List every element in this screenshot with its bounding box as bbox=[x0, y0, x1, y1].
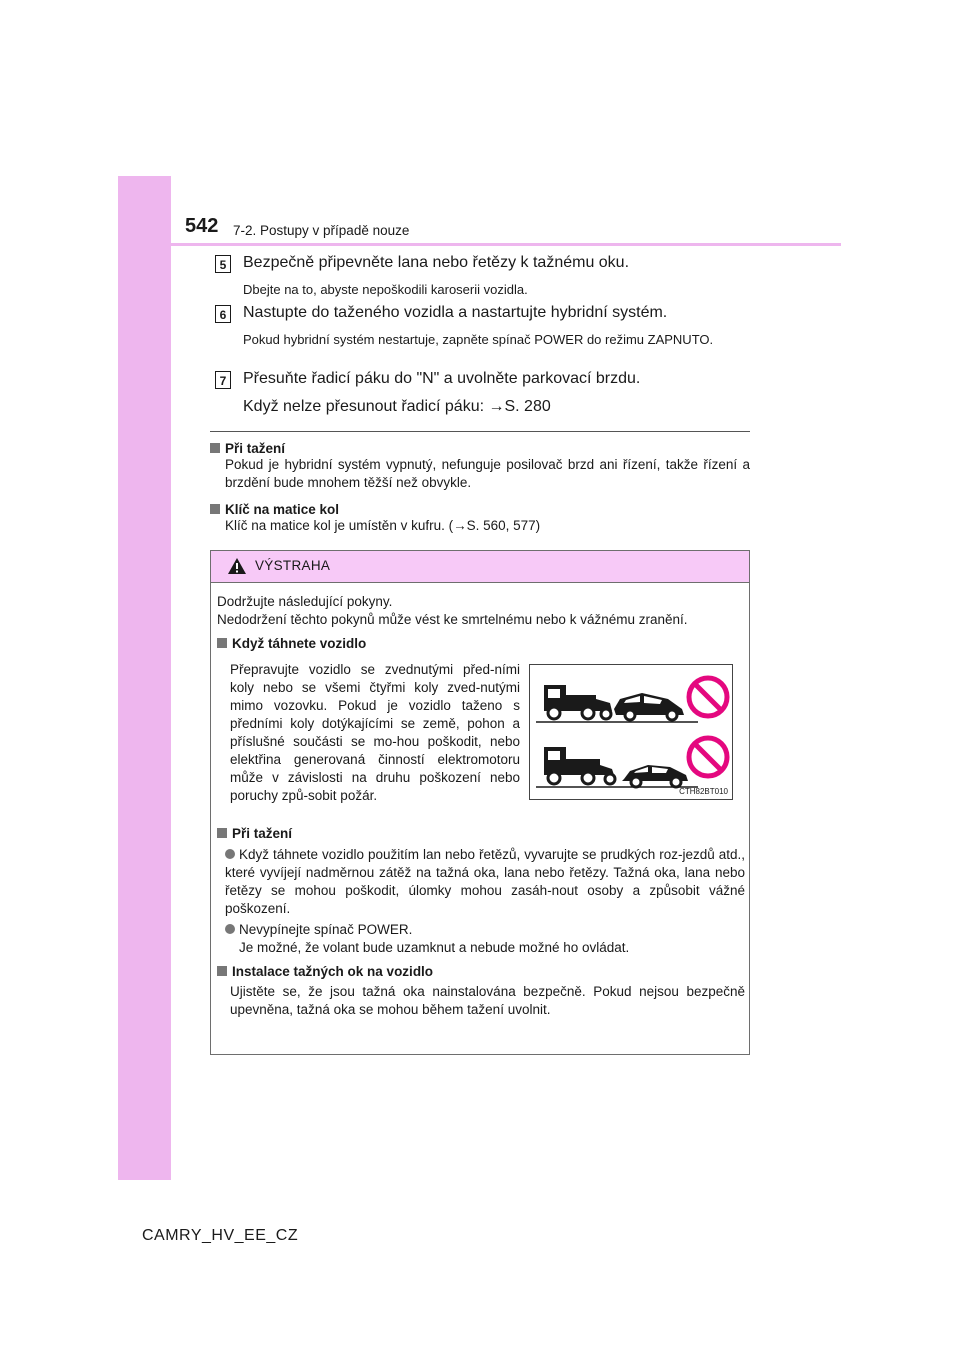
step-number-badge: 6 bbox=[215, 305, 231, 323]
chapter-sidebar-tab bbox=[118, 176, 171, 1180]
step-number-badge: 5 bbox=[215, 255, 231, 273]
round-bullet-icon bbox=[225, 849, 235, 859]
section-title: 7-2. Postupy v případě nouze bbox=[233, 223, 410, 238]
warning-triangle-icon bbox=[227, 557, 247, 575]
step-text: Bezpečně připevněte lana nebo řetězy k tažnému oku. bbox=[243, 254, 630, 271]
warning-section-title: Když táhnete vozidlo bbox=[217, 635, 745, 653]
square-bullet-icon bbox=[217, 828, 227, 838]
step-text: Přesuňte řadicí páku do "N" a uvolněte parkovací brzdu. bbox=[243, 370, 641, 387]
square-bullet-icon bbox=[217, 966, 227, 976]
section-divider bbox=[210, 431, 750, 432]
towing-illustration bbox=[529, 664, 733, 800]
header-rule bbox=[171, 243, 841, 246]
warning-header bbox=[211, 551, 749, 583]
info-text: Klíč na matice kol je umístěn v kufru. (→S. 560, 577) bbox=[225, 518, 541, 533]
warning-box bbox=[210, 550, 750, 1055]
warning-section-title: Při tažení bbox=[217, 825, 745, 843]
square-bullet-icon bbox=[217, 638, 227, 648]
page-number: 542 bbox=[185, 215, 219, 237]
step-text: Nastupte do taženého vozidla a nastartujte hybridní systém. bbox=[243, 304, 668, 321]
step-number-badge: 7 bbox=[215, 371, 231, 389]
step-note: Dbejte na to, abyste nepoškodili karoserii vozidla. bbox=[243, 282, 528, 297]
round-bullet-icon bbox=[225, 924, 235, 934]
info-wheel-nut-wrench bbox=[210, 502, 750, 535]
warning-section-text: Přepravujte vozidlo se zvednutými před-ními koly nebo se všemi čtyřmi koly zved-nutými mimo vozovku. Pokud je vozidlo taženo s předními koly dotýkajícími se země, pohon a příslušné součásti se mo-hou poškodit, nebo elektřina generovaná činností elektromotoru může v závislosti na druhu poškození nebo poruchy způ-sobit požár. bbox=[230, 662, 520, 803]
info-title: Klíč na matice kol bbox=[210, 502, 750, 517]
warning-section-title: Instalace tažných ok na vozidlo bbox=[217, 963, 745, 981]
figure-code: CTH82BT010 bbox=[679, 787, 728, 796]
warning-bullet: Nevypínejte spínač POWER. Je možné, že volant bude uzamknut a nebude možné ho ovládat. bbox=[225, 921, 745, 957]
square-bullet-icon bbox=[210, 443, 220, 453]
step-note: Pokud hybridní systém nestartuje, zapněte spínač POWER do režimu ZAPNUTO. bbox=[243, 332, 714, 347]
warning-label: VÝSTRAHA bbox=[255, 558, 331, 573]
info-towing bbox=[210, 441, 750, 492]
towing-diagram bbox=[530, 665, 732, 799]
warning-bullet: Když táhnete vozidlo použitím lan nebo řetězů, vyvarujte se prudkých roz-jezdů atd., které vyvíjejí nadměrnou zátěž na tažná oka, lana nebo řetězy. Tažná oka, lana nebo řetězy se mohou poškodit, úlomky mohou zasáh-nout osoby a způsobit vážné poškození. bbox=[225, 847, 745, 916]
footer-code: CAMRY_HV_EE_CZ bbox=[142, 1227, 299, 1244]
info-text: Pokud je hybridní systém vypnutý, nefunguje posilovač brzd ani řízení, takže řízení a brzdění bude mnohem těžší než obvykle. bbox=[225, 457, 750, 490]
warning-section-text: Ujistěte se, že jsou tažná oka nainstalována bezpečně. Pokud nejsou bezpečně upevněna, tažná oka se mohou během tažení uvolnit. bbox=[230, 984, 745, 1017]
step-note: Když nelze přesunout řadicí páku: →S. 280 bbox=[243, 398, 551, 415]
square-bullet-icon bbox=[210, 504, 220, 514]
info-title: Při tažení bbox=[210, 441, 750, 456]
warning-intro: Dodržujte následující pokyny. Nedodržení těchto pokynů může vést ke smrtelnému nebo k vážnému zranění. bbox=[217, 594, 688, 627]
